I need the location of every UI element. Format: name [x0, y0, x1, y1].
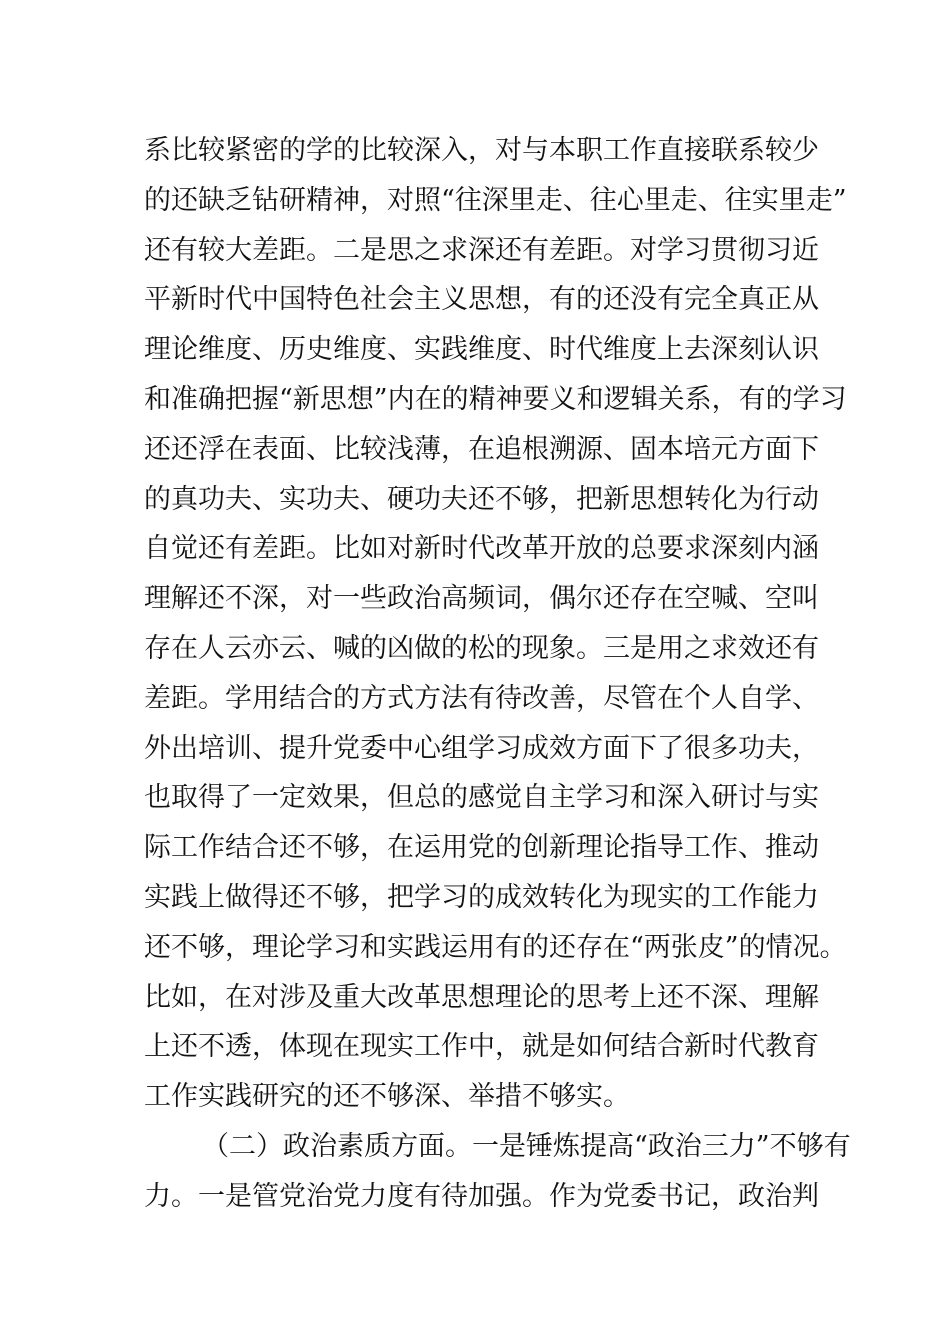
text-line: 际工作结合还不够，在运用党的创新理论指导工作、推动: [144, 832, 819, 864]
text-line: 的真功夫、实功夫、硬功夫还不够，把新思想转化为行动: [144, 483, 819, 515]
text-line: 工作实践研究的还不够深、举措不够实。: [144, 1081, 630, 1113]
text-line: 比如，在对涉及重大改革思想理论的思考上还不深、理解: [144, 981, 819, 1013]
text-line: 还有较大差距。二是思之求深还有差距。对学习贯彻习近: [144, 234, 819, 266]
text-line: 也取得了一定效果，但总的感觉自主学习和深入研讨与实: [144, 782, 819, 814]
text-line: 上还不透，体现在现实工作中，就是如何结合新时代教育: [144, 1031, 819, 1063]
text-line: 和准确把握“新思想”内在的精神要义和逻辑关系，有的学习: [144, 383, 847, 415]
text-line: 实践上做得还不够，把学习的成效转化为现实的工作能力: [144, 881, 819, 913]
text-line: 外出培训、提升党委中心组学习成效方面下了很多功夫，: [144, 732, 819, 764]
text-line: 差距。学用结合的方式方法有待改善，尽管在个人自学、: [144, 682, 819, 714]
text-line: 力。一是管党治党力度有待加强。作为党委书记，政治判: [144, 1180, 819, 1212]
text-line: 还不够，理论学习和实践运用有的还存在“两张皮”的情况。: [144, 931, 847, 963]
section-heading-line: （二）政治素质方面。一是锤炼提高“政治三力”不够有: [202, 1130, 851, 1162]
text-line: 理论维度、历史维度、实践维度、时代维度上去深刻认识: [144, 334, 819, 366]
text-line: 自觉还有差距。比如对新时代改革开放的总要求深刻内涵: [144, 533, 819, 565]
text-line: 存在人云亦云、喊的凶做的松的现象。三是用之求效还有: [144, 632, 819, 664]
text-line: 理解还不深，对一些政治高频词，偶尔还存在空喊、空叫: [144, 583, 819, 615]
text-line: 还还浮在表面、比较浅薄，在追根溯源、固本培元方面下: [144, 433, 819, 465]
text-line: 系比较紧密的学的比较深入，对与本职工作直接联系较少: [144, 135, 819, 166]
text-line: 的还缺乏钻研精神，对照“往深里走、往心里走、往实里走”: [144, 184, 847, 216]
text-line: 平新时代中国特色社会主义思想，有的还没有完全真正从: [144, 284, 819, 316]
body-text: [144, 126, 851, 1222]
